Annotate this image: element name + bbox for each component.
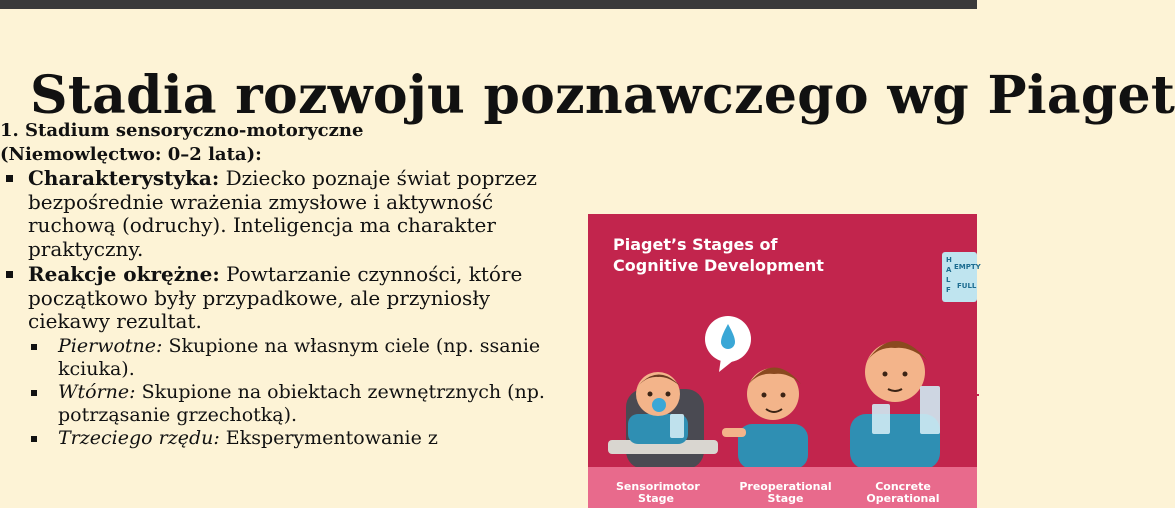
sign-letter: L xyxy=(946,276,951,284)
slide-title: Stadia rozwoju poznawczego wg Piaget xyxy=(30,64,1175,126)
sign-letter: H xyxy=(946,256,952,264)
stage-label-line1: Concrete xyxy=(875,480,931,493)
stage-label-line1: Preoperational xyxy=(739,480,832,493)
bullet-label: Reakcje okrężne: xyxy=(28,262,220,286)
section-heading-line1: 1. Stadium sensoryczno-motoryczne xyxy=(0,120,364,141)
slide-top-bar xyxy=(0,0,977,9)
bullet-text: Dziecko poznaje świat poprzez bezpośrednie wrażenia zmysłowe i aktywność ruchową (odruchy). Inteligencja ma charakter praktyczny. xyxy=(28,166,537,261)
stage-label-sensorimotor xyxy=(616,480,700,505)
infographic-image xyxy=(588,214,981,508)
stage-label-bar xyxy=(588,467,977,508)
section-heading-line2: (Niemowlęctwo: 0–2 lata): xyxy=(0,144,262,165)
slide-content xyxy=(0,119,560,452)
sub-bullet-text: Skupione na własnym ciele (np. ssanie kciuka). xyxy=(58,334,541,380)
sign-full-label: FULL xyxy=(957,282,977,290)
stage-label-concrete-operational xyxy=(863,481,943,505)
sub-bullet-list xyxy=(28,335,560,450)
sub-bullet-text: Skupione na obiektach zewnętrznych (np. potrząsanie grzechotką). xyxy=(58,380,545,426)
sign-letter: F xyxy=(946,286,951,294)
sub-bullet-label: Trzeciego rzędu: xyxy=(58,426,220,449)
stage-label-line2: Operational xyxy=(866,492,940,505)
half-empty-full-sign xyxy=(942,252,981,302)
stage-label-line2: Stage xyxy=(638,492,674,505)
sign-empty-label: EMPTY xyxy=(954,263,981,271)
bullet-text: Powtarzanie czynności, które początkowo były przypadkowe, ale przyniosły ciekawy rezultat. xyxy=(28,262,523,333)
section-heading xyxy=(0,119,560,167)
infographic-title xyxy=(613,234,824,276)
stage-label-preoperational xyxy=(738,481,833,505)
stage-label-line1: Sensorimotor xyxy=(616,480,700,493)
sub-bullet-tertiary xyxy=(28,427,560,450)
sub-bullet-label: Wtórne: xyxy=(58,380,136,403)
sub-bullet-label: Pierwotne: xyxy=(58,334,163,357)
stage-label-line2: Stage xyxy=(767,492,804,505)
sub-bullet-primary xyxy=(28,335,560,381)
bullet-item-circular-reactions xyxy=(0,263,560,450)
bullet-label: Charakterystyka: xyxy=(28,166,220,190)
sub-bullet-secondary xyxy=(28,381,560,427)
bullet-list xyxy=(0,167,560,450)
infographic-title-line1: Piaget’s Stages of xyxy=(613,235,778,254)
sign-letter: A xyxy=(946,266,952,274)
sub-bullet-text: Eksperymentowanie z xyxy=(219,426,438,449)
bullet-item-characteristics xyxy=(0,167,560,261)
infographic-title-line2: Cognitive Development xyxy=(613,256,824,275)
